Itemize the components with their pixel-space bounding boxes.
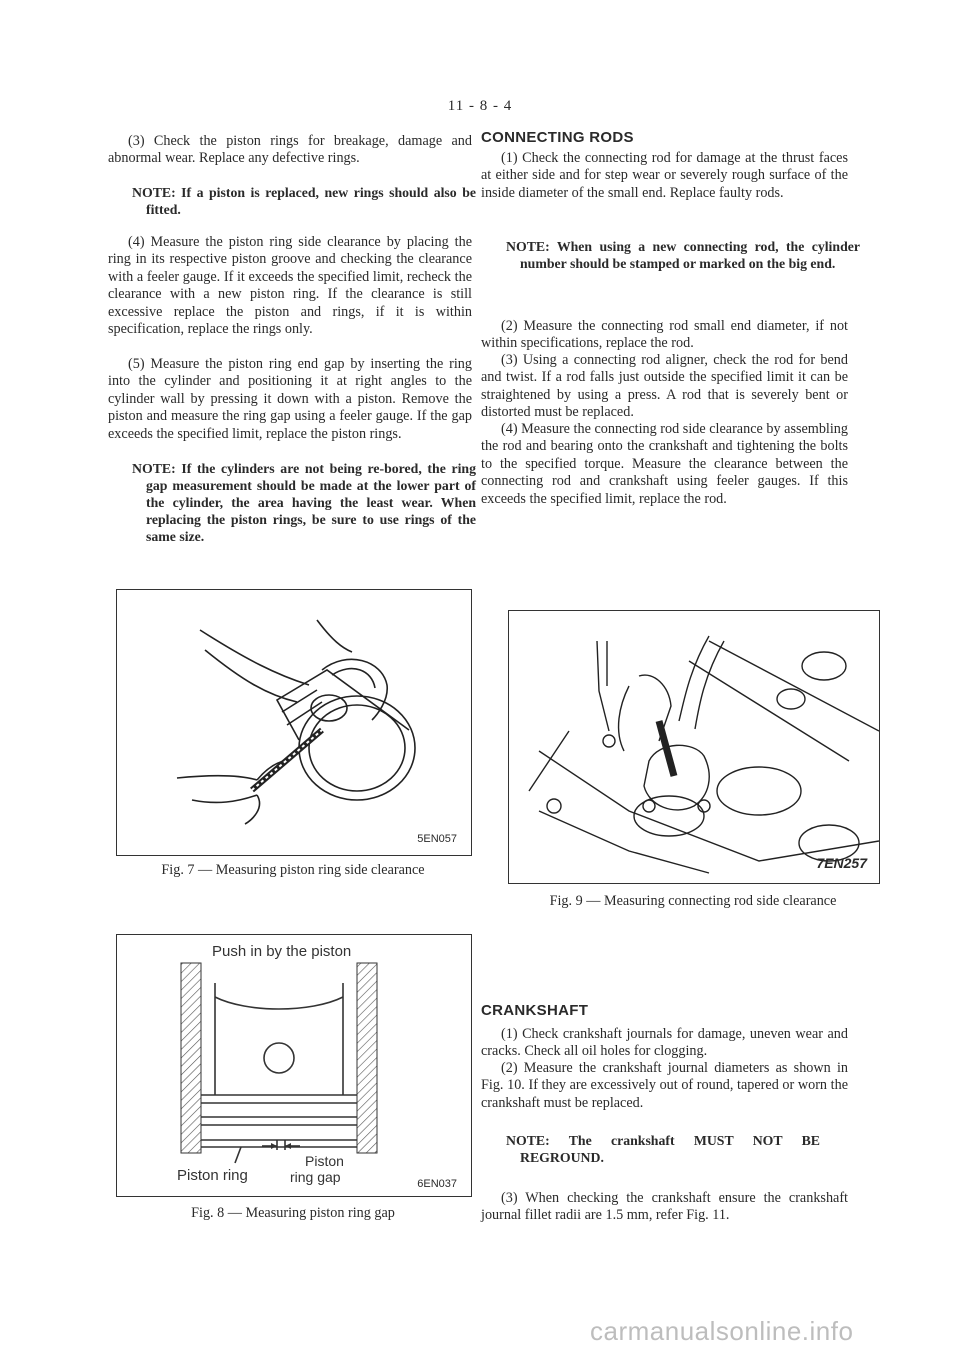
crank-paragraph-3: (3) When checking the crankshaft ensure the crankshaft journal fillet radii are 1.5 mm, refer Fig. 11.: [481, 1190, 848, 1224]
label-piston-ring: Piston ring: [177, 1167, 248, 1184]
paragraph-4: (4) Measure the piston ring side clearance by placing the ring in its respective piston groove and checking the clearance with a feeler gauge. If it exceeds the specified limit, recheck the clearance with a new piston ring. If the clearance is still excessive replace the piston and rings, if it is within specification, replace the rings only.: [108, 234, 472, 338]
rods-paragraph-1: (1) Check the connecting rod for damage at the thrust faces at either side and for step wear or severely rough surface of the inside diameter of the small end. Replace faulty rods.: [481, 150, 848, 201]
figure-9-caption: Fig. 9 — Measuring connecting rod side clearance: [549, 893, 837, 909]
figure-7-caption: Fig. 7 — Measuring piston ring side clearance: [161, 862, 425, 878]
watermark: carmanualsonline.info: [590, 1316, 854, 1346]
page-number: 11 - 8 - 4: [447, 98, 513, 114]
rods-paragraph-4: (4) Measure the connecting rod side clearance by assembling the rod and bearing onto the crankshaft and tightening the bolts to the specified torque. Measure the clearance between the connecting rod and crankshaft using feeler gauges. If this exceeds the specified limit, replace the rod.: [481, 421, 848, 507]
note-piston-replaced: NOTE: If a piston is replaced, new rings should also be fitted.: [132, 185, 476, 217]
label-gap-piston: Piston: [305, 1153, 344, 1169]
note-new-rod: NOTE: When using a new connecting rod, the cylinder number should be stamped or marked on the big end.: [506, 239, 860, 271]
rods-paragraph-3: (3) Using a connecting rod aligner, check the rod for bend and twist. If a rod falls just outside the specified limit it can be straightened by using a press. A rod that is severely bent or distorted must be replaced.: [481, 352, 848, 421]
figure-8-box: [116, 934, 472, 1197]
label-gap-ring-gap: ring gap: [290, 1169, 341, 1185]
rods-paragraph-2: (2) Measure the connecting rod small end diameter, if not within specifications, replace the rod.: [481, 318, 848, 352]
note-no-regrind: NOTE: The crankshaft MUST NOT BE REGROUND.: [506, 1133, 820, 1165]
heading-crankshaft: CRANKSHAFT: [481, 1002, 589, 1019]
piston-feeler-illustration: [117, 590, 471, 855]
label-push-piston: Push in by the piston: [212, 943, 352, 960]
note-ring-gap: NOTE: If the cylinders are not being re-bored, the ring gap measurement should be made at the lower part of the cylinder, the area having the least wear. When replacing the piston rings, be sure to use rings of the same size.: [132, 461, 476, 544]
heading-connecting-rods: CONNECTING RODS: [481, 129, 634, 146]
figure-9-box: [508, 610, 880, 884]
figure-8-caption: Fig. 8 — Measuring piston ring gap: [191, 1205, 395, 1221]
paragraph-5: (5) Measure the piston ring end gap by inserting the ring into the cylinder and positioning it at right angles to the cylinder wall by pressing it down with a piston. Remove the piston and measure the ring gap using a feeler gauge. If the gap exceeds the specified limit, replace the piston rings.: [108, 356, 472, 442]
crank-paragraph-2: (2) Measure the crankshaft journal diameters as shown in Fig. 10. If they are excessively out of round, tapered or worn the crankshaft must be replaced.: [481, 1060, 848, 1111]
crank-paragraph-1: (1) Check crankshaft journals for damage, uneven wear and cracks. Check all oil holes for clogging.: [481, 1026, 848, 1060]
figure-8-code: 6EN037: [417, 1178, 457, 1190]
figure-7-box: [116, 589, 472, 856]
figure-9-code: 7EN257: [816, 855, 867, 871]
figure-7-code: 5EN057: [417, 833, 457, 845]
crankshaft-rod-illustration: [509, 611, 879, 883]
cylinder-ring-gap-diagram: [117, 935, 471, 1196]
paragraph-3: (3) Check the piston rings for breakage, damage and abnormal wear. Replace any defective rings.: [108, 133, 472, 167]
